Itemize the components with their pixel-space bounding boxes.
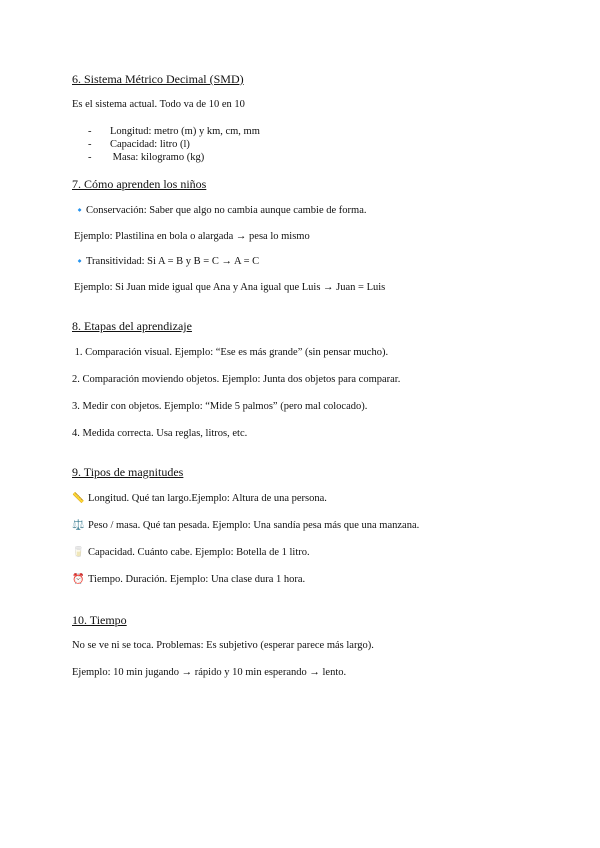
ruler-icon: 📏 [72,493,85,504]
list-item-text: Tiempo. Duración. Ejemplo: Una clase dura 1 hora. [88,574,306,585]
section-7-heading: 7. Cómo aprenden los niños [72,177,207,191]
alarm-clock-icon: ⏰ [72,574,85,585]
example-text: Ejemplo: Plastilina en bola o alargada → pesa lo mismo [74,231,310,242]
list-item-text: Peso / masa. Qué tan pesada. Ejemplo: Una sandía pesa más que una manzana. [88,520,420,531]
list-item-text: Masa: kilogramo (kg) [110,152,205,163]
list-item-text: Capacidad. Cuánto cabe. Ejemplo: Botella de 1 litro. [88,547,310,558]
section-10-heading: 10. Tiempo [72,613,127,627]
section-8-heading: 8. Etapas del aprendizaje [72,319,192,333]
list-item: 1. Comparación visual. Ejemplo: “Ese es más grande” (sin pensar mucho). [72,347,389,358]
list-item-text: Longitud. Qué tan largo.Ejemplo: Altura de una persona. [88,493,327,504]
body-text: Ejemplo: 10 min jugando → rápido y 10 min esperando → lento. [72,667,347,678]
list-item: 3. Medir con objetos. Ejemplo: “Mide 5 palmos” (pero mal colocado). [72,401,368,412]
list-item-text: Longitud: metro (m) y km, cm, mm [110,126,260,137]
scale-icon: ⚖️ [72,520,85,531]
list-item [72,574,305,585]
body-text: No se ve ni se toca. Problemas: Es subjetivo (esperar parece más largo). [72,640,374,651]
bullet-text: Conservación: Saber que algo no cambia aunque cambie de forma. [86,205,367,216]
section-6-heading: 6. Sistema Métrico Decimal (SMD) [72,72,244,86]
diamond-bullet-icon: 🔹 [74,205,86,215]
bullet-item [74,205,366,216]
section-9-heading: 9. Tipos de magnitudes [72,465,184,479]
diamond-bullet-icon: 🔹 [74,256,86,266]
bullet-item [74,256,259,267]
bullet-text: Transitividad: Si A = B y B = C → A = C [86,256,260,267]
list-item [72,493,327,504]
list-item [88,139,190,150]
list-item [72,547,310,558]
dash-marker: - [88,152,92,163]
glass-icon: 🥛 [72,547,85,558]
dash-marker: - [88,126,92,137]
list-item: 4. Medida correcta. Usa reglas, litros, etc. [72,428,248,439]
list-item [88,152,204,163]
section-6-intro: Es el sistema actual. Todo va de 10 en 10 [72,99,245,110]
example-text: Ejemplo: Si Juan mide igual que Ana y Ana igual que Luis → Juan = Luis [74,282,386,293]
list-item [72,520,419,531]
dash-marker: - [88,139,92,150]
list-item: 2. Comparación moviendo objetos. Ejemplo: Junta dos objetos para comparar. [72,374,401,385]
list-item-text: Capacidad: litro (l) [110,139,190,150]
list-item [88,126,260,137]
